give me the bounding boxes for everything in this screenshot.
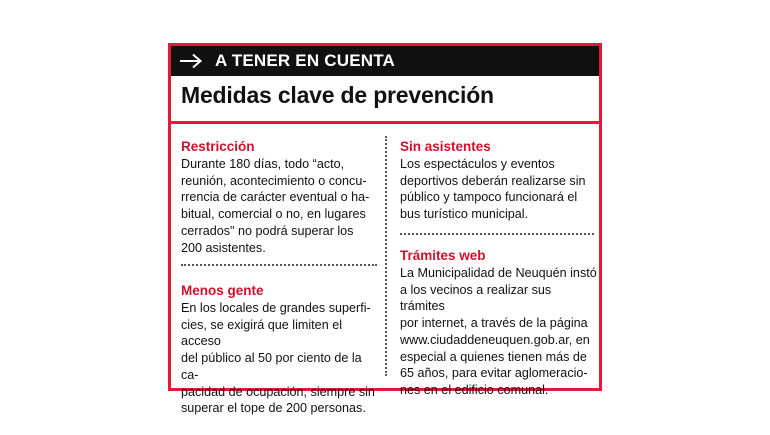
section-title: Sin asistentes	[400, 139, 491, 154]
arrow-right-icon	[179, 53, 203, 69]
section-title: Trámites web	[400, 248, 486, 263]
tag-bar	[171, 46, 599, 76]
column-divider	[385, 136, 387, 376]
dotted-divider	[181, 264, 377, 266]
section-restriccion	[181, 138, 381, 256]
section-body: La Municipalidad de Neuquén instó a los vecinos a realizar sus trámites por internet, a través de la página www.ciudaddeneuquen.gob.ar, en especial a quienes tienen más de 65 años, para evitar aglomeracio- nes en el edificio comunal.	[400, 266, 597, 397]
tag-label: A TENER EN CUENTA	[215, 51, 396, 70]
section-menos-gente	[181, 282, 381, 417]
info-box	[168, 43, 602, 416]
section-title: Restricción	[181, 139, 255, 154]
section-body: Los espectáculos y eventos deportivos deberán realizarse sin público y tampoco funcionará el bus turístico municipal.	[400, 157, 586, 222]
section-body: Durante 180 días, todo “acto, reunión, acontecimiento o concu- rrencia de carácter eventual o ha- bitual, comercial o no, en lugares cerrados" no podrá superar los 200 asistentes.	[181, 157, 370, 255]
section-sin-asistentes	[400, 138, 598, 223]
section-tramites-web	[400, 247, 598, 399]
dotted-divider	[400, 233, 594, 235]
section-body: En los locales de grandes superfi- cies, se exigirá que limiten el acceso del público al 50 por ciento de la ca- pacidad de ocupación, siempre sin superar el tope de 200 personas.	[181, 301, 375, 416]
page-title: Medidas clave de prevención	[181, 82, 494, 108]
header-divider	[171, 121, 599, 124]
section-title: Menos gente	[181, 283, 264, 298]
